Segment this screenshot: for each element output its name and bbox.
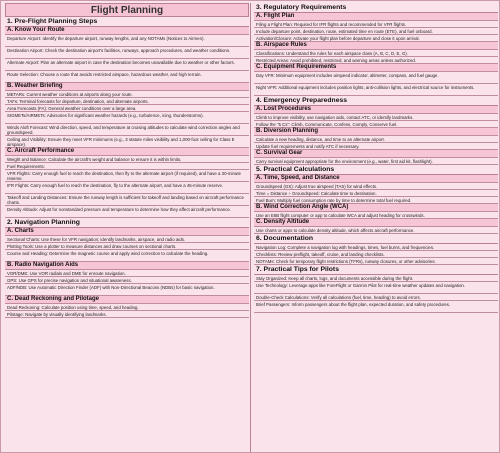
list-item: Ceiling and Visibility: Ensure they meet VFR minimums (e.g., 3 statute miles visibility and 1,000-foot ceiling for Class E airspace). [5,136,249,148]
list-item: Follow the "5 Cs": Climb, Communicate, Confess, Comply, Conserve fuel. [254,121,498,128]
list-item: Navigation Log: Complete a navigation log with headings, times, fuel burns, and frequencies. [254,244,498,251]
list-item: VOR/DME: Use VOR radials and DME for enroute navigation. [5,270,249,277]
list-item: VFR Flights: Carry enough fuel to reach the destination, then fly to the alternate airport (if required), and have a 30-minute reserve. [5,170,249,182]
list-item: Fuel Burn: Multiply fuel consumption rate by time to determine total fuel required. [254,197,498,204]
subsection-time-speed-distance: A. Time, Speed, and Distance [254,175,498,183]
subsection-survival-gear: C. Survival Gear [254,150,498,158]
list-item: Include departure point, destination, route, estimated time en route (ETE), and fuel onboard. [254,28,498,35]
list-item: NOTAMs: Check for temporary flight restrictions (TFRs), runway closures, or other advisories. [254,258,498,265]
section-heading-regulatory: 3. Regulatory Requirements [254,3,498,13]
list-item: Course and Heading: Determine the magnetic course and apply wind correction to calculate the heading. [5,250,249,262]
subsection-weather-briefing: B. Weather Briefing [5,83,249,91]
subsection-airspace-rules: B. Airspace Rules [254,42,498,50]
list-item: ADF/NDB: Use Automatic Direction Finder (ADF) with Non-Directional Beacons (NDBs) for basic navigation. [5,284,249,296]
section-heading-navigation: 2. Navigation Planning [5,218,249,228]
section-heading-practical-calculations: 5. Practical Calculations [254,165,498,175]
list-item: Day VFR: Minimum equipment includes airspeed indicator, altimeter, compass, and fuel gauge. [254,72,498,84]
list-item: Density Altitude: Adjust for nonstandard pressure and temperature to determine how they affect aircraft performance. [5,206,249,218]
list-item: Classifications: Understand the rules for each airspace class (A, B, C, D, E, G). [254,50,498,57]
section-heading-pre-flight: 1. Pre-Flight Planning Steps [5,17,249,27]
list-item: SIGMETs/AIRMETs: Advisories for significant weather hazards (e.g., turbulence, icing, thunderstorms). [5,112,249,124]
subsection-density-altitude: C. Density Altitude [254,219,498,227]
list-item: Takeoff and Landing Distances: Ensure the runway length is sufficient for takeoff and landing based on aircraft performance charts. [5,194,249,206]
list-item: Use an E6B flight computer or app to calculate WCA and adjust heading for crosswinds. [254,212,498,219]
list-item: Checklists: Review preflight, takeoff, cruise, and landing checklists. [254,251,498,258]
list-item: GPS: Use GPS for precise navigation and situational awareness. [5,277,249,284]
list-item: Update fuel requirements and notify ATC if necessary. [254,143,498,150]
right-column [254,3,498,313]
list-item: Use charts or apps to calculate density altitude, which affects aircraft performance. [254,227,498,234]
list-item: Winds Aloft Forecast: Wind direction, speed, and temperature at cruising altitudes to calculate wind correction angles and groundspeed. [5,124,249,136]
list-item: Plotting Tools: Use a plotter to measure distances and draw courses on sectional charts. [5,243,249,250]
subsection-dead-reckoning: C. Dead Reckoning and Pilotage [5,296,249,304]
subsection-flight-plan: A. Flight Plan [254,13,498,21]
subsection-equipment-requirements: C. Equipment Requirements [254,64,498,72]
list-item: Stay Organized: Keep all charts, logs, and documents accessible during the flight. [254,275,498,282]
list-item: IFR Flights: Carry enough fuel to reach the destination, fly to the alternate airport, and have a 45-minute reserve. [5,182,249,194]
list-item: Sectional Charts: Use these for VFR navigation; identify landmarks, airspace, and radio aids. [5,236,249,243]
subsection-radio-navigation-aids: B. Radio Navigation Aids [5,262,249,270]
list-item: Calculate a new heading, distance, and time to an alternate airport. [254,136,498,143]
list-item: Filing a Flight Plan: Required for IFR flights and recommended for VFR flights. [254,21,498,28]
subsection-know-your-route: A. Know Your Route [5,27,249,35]
list-item: Climb to improve visibility, use navigation aids, contact ATC, or identify landmarks. [254,114,498,121]
page-title: Flight Planning [5,3,249,17]
list-item: Time = Distance ÷ Groundspeed: Calculate time to destination. [254,190,498,197]
list-item: Area Forecasts (FA): General weather conditions over a large area. [5,105,249,112]
subsection-charts: A. Charts [5,228,249,236]
list-item: Groundspeed (GS): Adjust true airspeed (TAS) for wind effects. [254,183,498,190]
subsection-lost-procedures: A. Lost Procedures [254,106,498,114]
list-item: Activation/Closure: Activate your flight plan before departure and close it upon arrival. [254,35,498,42]
list-item: Dead Reckoning: Calculate position using time, speed, and heading. [5,304,249,311]
list-item: Alternate Airport: Plan an alternate airport in case the destination becomes unavailable due to weather or other factors. [5,59,249,71]
subsection-wind-correction-angle: B. Wind Correction Angle (WCA) [254,204,498,212]
list-item: Fuel Requirements: [5,163,249,170]
list-item: Departure Airport: Identify the departure airport, runway lengths, and any NOTAMs (Notices to Airmen). [5,35,249,47]
column-divider [250,3,251,452]
subsection-aircraft-performance: C. Aircraft Performance [5,148,249,156]
section-heading-practical-tips: 7. Practical Tips for Pilots [254,265,498,275]
list-item: Use Technology: Leverage apps like ForeFlight or Garmin Pilot for real-time weather updates and navigation. [254,282,498,294]
subsection-diversion-planning: B. Diversion Planning [254,128,498,136]
list-item: Carry survival equipment appropriate for the environment (e.g., water, first aid kit, flashlight). [254,158,498,165]
list-item: METARs: Current weather conditions at airports along your route. [5,91,249,98]
list-item: Restricted Areas: Avoid prohibited, restricted, and warning areas unless authorized. [254,57,498,64]
list-item: Double-Check Calculations: Verify all calculations (fuel, time, heading) to avoid errors. [254,294,498,301]
left-column [5,3,249,318]
list-item: TAFs: Terminal forecasts for departure, destination, and alternate airports. [5,98,249,105]
list-item: Night VFR: Additional equipment includes position lights, anti-collision lights, and electrical source for instruments. [254,84,498,96]
list-item: Weight and Balance: Calculate the aircraft's weight and balance to ensure it is within limits. [5,156,249,163]
list-item: Destination Airport: Check the destination airport's facilities, runways, approach procedures, and weather conditions. [5,47,249,59]
list-item: Route Selection: Choose a route that avoids restricted airspace, hazardous weather, and high terrain. [5,71,249,83]
list-item: Pilotage: Navigate by visually identifying landmarks. [5,311,249,318]
list-item: Brief Passengers: Inform passengers about the flight plan, expected duration, and safety procedures. [254,301,498,313]
section-heading-emergency: 4. Emergency Preparedness [254,96,498,106]
section-heading-documentation: 6. Documentation [254,234,498,244]
